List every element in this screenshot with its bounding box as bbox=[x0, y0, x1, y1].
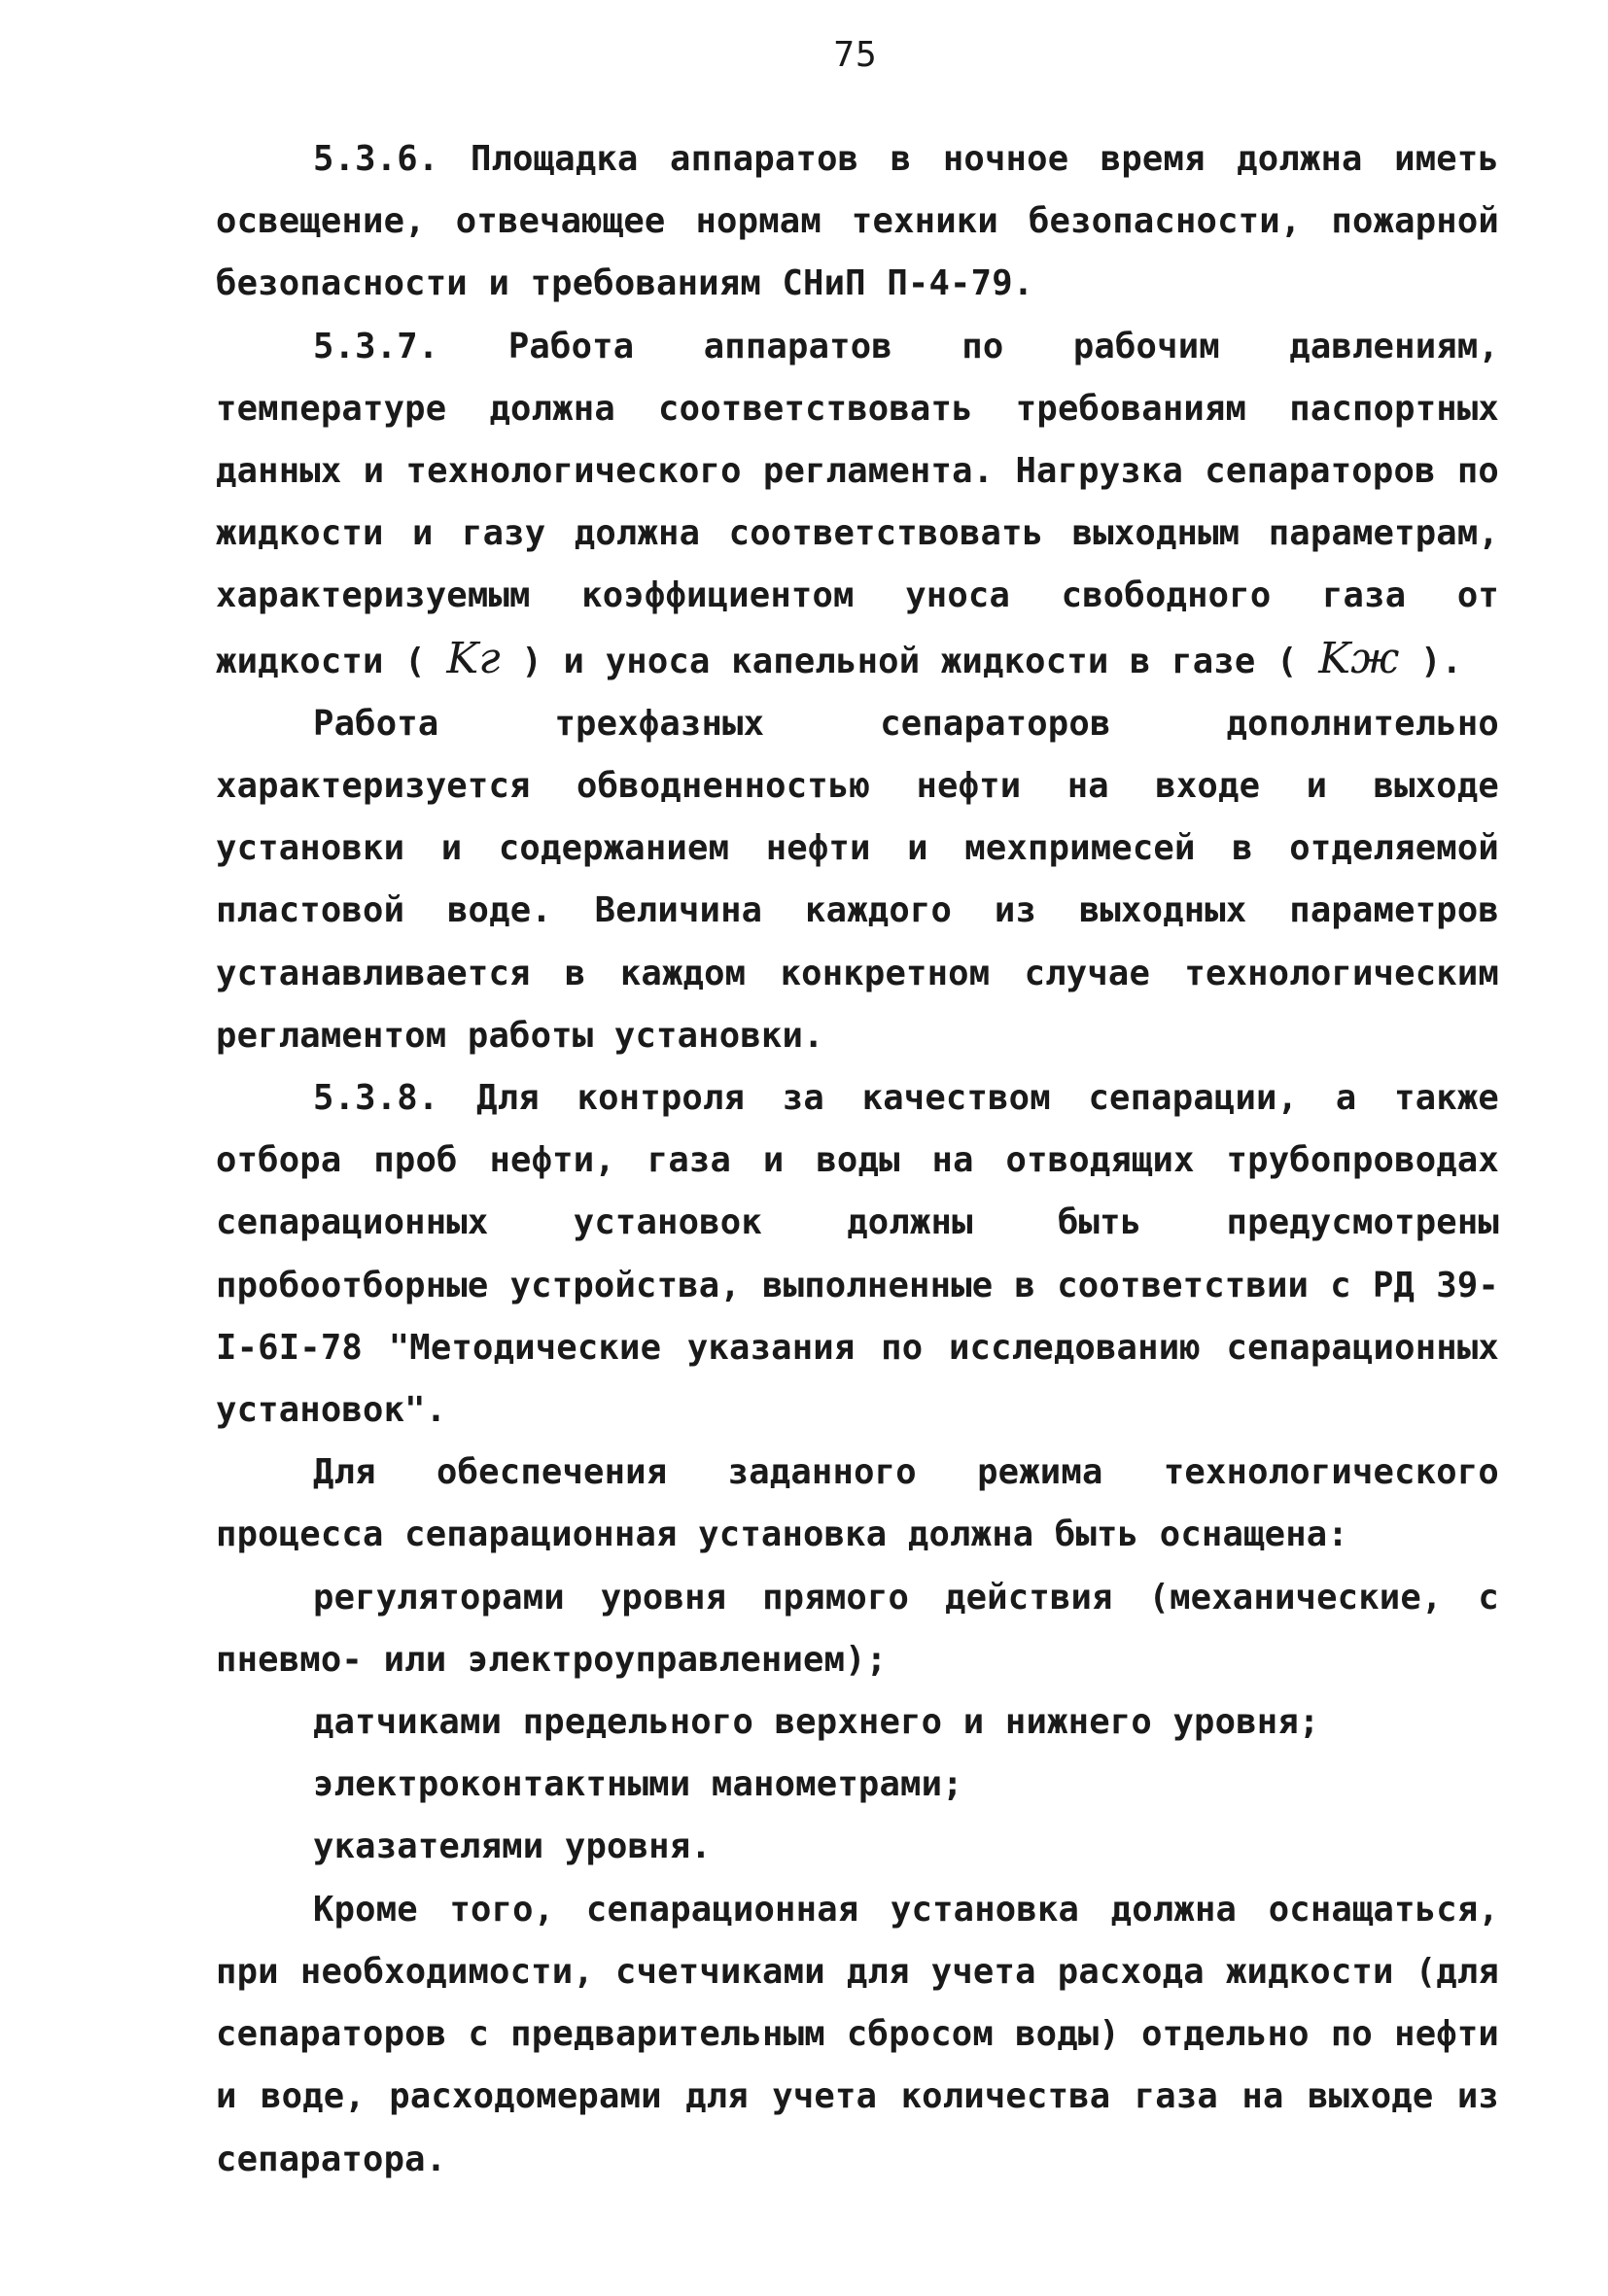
paragraph-5-3-7 bbox=[216, 316, 1499, 693]
coefficient-kg: Kг bbox=[446, 633, 501, 683]
list-item: электроконтактными манометрами; bbox=[313, 1764, 963, 1805]
paragraph-5-3-7-text-c: ). bbox=[1420, 641, 1463, 681]
document-body bbox=[216, 128, 1499, 2191]
paragraph-5-3-7-text-a: 5.3.7. Работа аппаратов по рабочим давлениям, температуре должна соответствовать требованиям паспортных данных и технологического регламента. Нагрузка сепараторов по жидкости и газу должна соответствовать выходным параметрам, характеризуемым коэффициентом уноса свободного газа от жидкости ( bbox=[216, 326, 1499, 681]
list-item: указателями уровня. bbox=[313, 1826, 712, 1867]
list-item: датчиками предельного верхнего и нижнего уровня; bbox=[313, 1702, 1320, 1743]
paragraph-5-3-8: 5.3.8. Для контроля за качеством сепарации, а также отбора проб нефти, газа и воды на отводящих трубопроводах сепарационных установок должны быть предусмотрены пробоотборные устройства, выполненные в соответствии с РД 39-I-6I-78 "Методические указания по исследованию сепарационных установок". bbox=[216, 1078, 1499, 1431]
paragraph-three-phase: Работа трехфазных сепараторов дополнительно характеризуется обводненностью нефти на входе и выходе установки и содержанием нефти и мехпримесей в отделяемой пластовой воде. Величина каждого из выходных параметров устанавливается в каждом конкретном случае технологическим регламентом работы установки. bbox=[216, 703, 1499, 1056]
list-item: регуляторами уровня прямого действия (механические, с пневмо- или электроуправлением); bbox=[216, 1577, 1499, 1680]
paragraph-5-3-6: 5.3.6. Площадка аппаратов в ночное время должна иметь освещение, отвечающее нормам техники безопасности, пожарной безопасности и требованиям СНиП П-4-79. bbox=[216, 139, 1499, 304]
paragraph-additional-equipment: Кроме того, сепарационная установка должна оснащаться, при необходимости, счетчиками для учета расхода жидкости (для сепараторов с предварительным сбросом воды) отдельно по нефти и воде, расходомерами для учета количества газа на выходе из сепаратора. bbox=[216, 1889, 1499, 2179]
page-number: 75 bbox=[833, 35, 878, 75]
coefficient-kzh: Kж bbox=[1318, 633, 1400, 683]
paragraph-5-3-7-text-b: ) и уноса капельной жидкости в газе ( bbox=[521, 641, 1298, 681]
paragraph-equipment-intro: Для обеспечения заданного режима технологического процесса сепарационная установка должна быть оснащена: bbox=[216, 1452, 1499, 1555]
